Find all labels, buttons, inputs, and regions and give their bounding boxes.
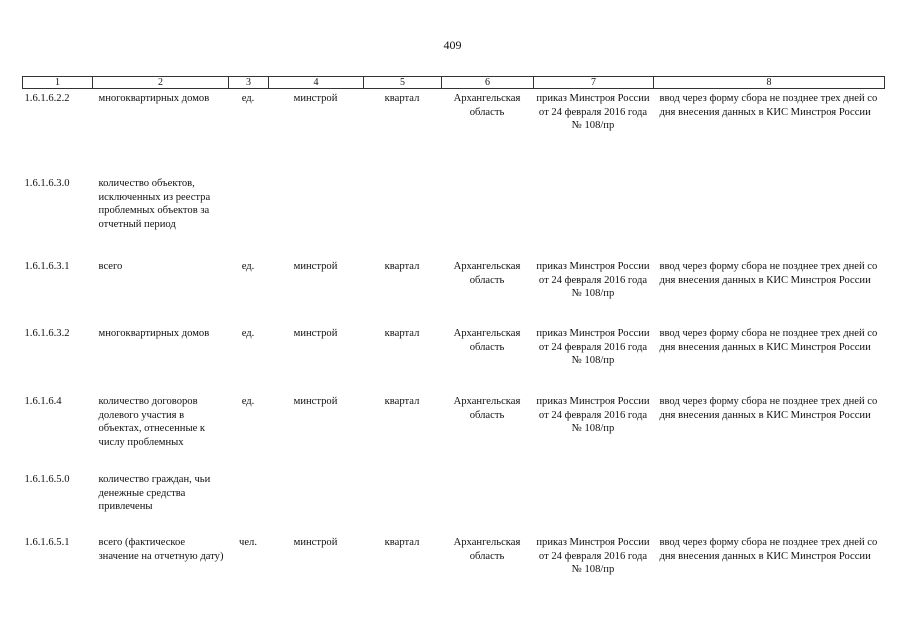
page-number: 409 — [443, 38, 462, 52]
input-method: ввод через форму сбора не позднее трех дней со дня внесения данных в КИС Минстроя России — [659, 537, 878, 562]
column-number: 4 — [269, 77, 364, 89]
period: квартал — [384, 537, 420, 548]
table-row — [23, 392, 885, 470]
responsible: минстрой — [293, 396, 338, 407]
region: Архангельская область — [453, 328, 521, 353]
period — [364, 470, 442, 533]
column-number: 1 — [23, 77, 93, 89]
indicator-code: 1.6.1.6.3.2 — [24, 328, 70, 339]
unit — [229, 174, 269, 257]
table-row — [23, 470, 885, 533]
indicator-code: 1.6.1.6.2.2 — [24, 93, 70, 104]
column-number: 7 — [534, 77, 654, 89]
indicator-name: количество объектов, исключенных из реестра проблемных объектов за отчетный период — [98, 178, 211, 230]
responsible: минстрой — [293, 537, 338, 548]
table-row — [23, 174, 885, 257]
input-method: ввод через форму сбора не позднее трех дней со дня внесения данных в КИС Минстроя России — [659, 93, 878, 118]
legal-basis — [534, 470, 654, 533]
indicators-table — [22, 76, 885, 606]
legal-basis: приказ Минстроя России от 24 февраля 2016 года № 108/пр — [536, 537, 650, 575]
responsible — [269, 174, 364, 257]
column-number: 6 — [442, 77, 534, 89]
period: квартал — [384, 261, 420, 272]
region: Архангельская область — [453, 261, 521, 286]
input-method: ввод через форму сбора не позднее трех дней со дня внесения данных в КИС Минстроя России — [659, 396, 878, 421]
responsible: минстрой — [293, 93, 338, 104]
table-row — [23, 89, 885, 175]
indicator-code: 1.6.1.6.5.0 — [24, 474, 70, 485]
legal-basis — [534, 174, 654, 257]
unit: ед. — [241, 93, 255, 104]
region: Архангельская область — [453, 396, 521, 421]
column-number-row — [23, 77, 885, 89]
column-number: 8 — [654, 77, 885, 89]
period — [364, 174, 442, 257]
indicator-code: 1.6.1.6.3.1 — [24, 261, 70, 272]
indicator-code: 1.6.1.6.5.1 — [24, 537, 70, 548]
indicator-code: 1.6.1.6.4 — [24, 396, 62, 407]
indicator-name: количество договоров долевого участия в объектах, отнесенные к числу проблемных — [98, 396, 206, 448]
responsible: минстрой — [293, 261, 338, 272]
column-number: 3 — [229, 77, 269, 89]
unit: ед. — [241, 261, 255, 272]
indicator-name: многоквартирных домов — [98, 328, 210, 339]
indicator-code: 1.6.1.6.3.0 — [24, 178, 70, 189]
unit: ед. — [241, 396, 255, 407]
column-number: 5 — [364, 77, 442, 89]
indicator-name: всего (фактическое значение на отчетную дату) — [98, 537, 224, 562]
period: квартал — [384, 328, 420, 339]
region — [442, 174, 534, 257]
indicator-name: всего — [98, 261, 123, 272]
table-row — [23, 533, 885, 606]
column-number: 2 — [93, 77, 229, 89]
region: Архангельская область — [453, 537, 521, 562]
table-row — [23, 257, 885, 324]
legal-basis: приказ Минстроя России от 24 февраля 2016 года № 108/пр — [536, 328, 650, 366]
period: квартал — [384, 396, 420, 407]
input-method: ввод через форму сбора не позднее трех дней со дня внесения данных в КИС Минстроя России — [659, 328, 878, 353]
input-method — [654, 174, 885, 257]
unit: ед. — [241, 328, 255, 339]
legal-basis: приказ Минстроя России от 24 февраля 2016 года № 108/пр — [536, 261, 650, 299]
unit: чел. — [239, 537, 257, 548]
indicator-name: количество граждан, чьи денежные средства привлечены — [98, 474, 211, 512]
input-method: ввод через форму сбора не позднее трех дней со дня внесения данных в КИС Минстроя России — [659, 261, 878, 286]
region — [442, 470, 534, 533]
legal-basis: приказ Минстроя России от 24 февраля 2016 года № 108/пр — [536, 93, 650, 131]
responsible: минстрой — [293, 328, 338, 339]
indicator-name: многоквартирных домов — [98, 93, 210, 104]
input-method — [654, 470, 885, 533]
unit — [229, 470, 269, 533]
responsible — [269, 470, 364, 533]
table-row — [23, 324, 885, 392]
period: квартал — [384, 93, 420, 104]
region: Архангельская область — [453, 93, 521, 118]
legal-basis: приказ Минстроя России от 24 февраля 2016 года № 108/пр — [536, 396, 650, 434]
